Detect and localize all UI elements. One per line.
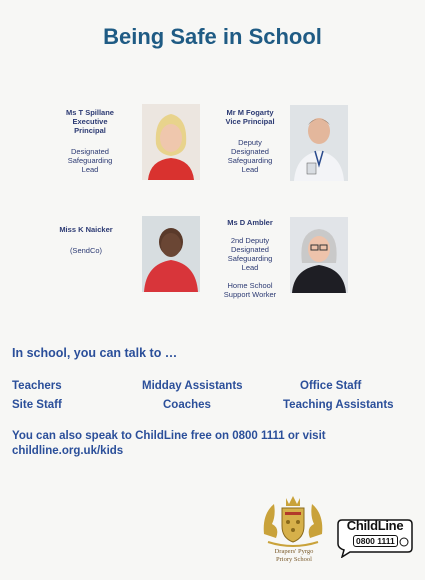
staff-role-line: Deputy — [238, 138, 262, 147]
staff-role-line: Safeguarding — [227, 254, 273, 263]
staff-role-line: Designated — [231, 245, 269, 254]
school-name — [254, 548, 334, 564]
role-teachers: Teachers — [12, 380, 62, 392]
staff-name-line: Ms T Spillane — [66, 108, 114, 117]
page-title: Being Safe in School — [103, 24, 322, 49]
role-teaching-assistants: Teaching Assistants — [283, 399, 394, 411]
staff-role-line: Home School — [227, 281, 273, 290]
childline-url: childline.org.uk/kids — [12, 445, 124, 457]
staff-photo-spillane — [142, 104, 200, 180]
staff-role-line: Lead — [241, 165, 259, 174]
staff-card-fogarty — [202, 108, 298, 174]
school-name-line: Priory School — [276, 556, 312, 563]
staff-photo-fogarty — [290, 105, 348, 181]
childline-message — [12, 429, 412, 459]
staff-role-line: (SendCo) — [69, 246, 103, 255]
staff-card-ambler — [202, 218, 298, 299]
staff-photo-naicker — [142, 216, 200, 292]
staff-card-spillane — [42, 108, 138, 174]
role-coaches: Coaches — [163, 399, 211, 411]
staff-role-line: Lead — [81, 165, 99, 174]
staff-role-line: Safeguarding — [67, 156, 113, 165]
staff-role-line: 2nd Deputy — [230, 236, 270, 245]
staff-role-line: Designated — [231, 147, 269, 156]
staff-name-line: Mr M Fogarty — [226, 108, 274, 117]
staff-photo-ambler — [290, 217, 348, 293]
staff-name-line: Ms D Ambler — [227, 218, 273, 227]
childline-message-line: You can also speak to ChildLine free on 0800 1111 or visit — [12, 430, 326, 442]
childline-logo — [336, 518, 414, 558]
staff-name-line: Miss K Naicker — [59, 225, 113, 234]
staff-card-naicker — [38, 225, 134, 255]
role-office-staff: Office Staff — [300, 380, 362, 392]
role-site-staff: Site Staff — [12, 399, 62, 411]
staff-name-line: Executive — [72, 117, 108, 126]
staff-name-line: Vice Principal — [225, 117, 275, 126]
school-name-line: Drapers' Pyrgo — [274, 548, 314, 555]
staff-role-line: Designated — [71, 147, 109, 156]
staff-role-line: Support Worker — [223, 290, 277, 299]
staff-role-line: Lead — [241, 263, 259, 272]
intro-heading: In school, you can talk to … — [12, 346, 178, 360]
staff-role-line: Safeguarding — [227, 156, 273, 165]
staff-name-line: Principal — [74, 126, 106, 135]
childline-logo-number: 0800 1111 — [353, 535, 398, 547]
role-midday-assistants: Midday Assistants — [142, 380, 243, 392]
childline-logo-name: ChildLine — [346, 518, 404, 533]
